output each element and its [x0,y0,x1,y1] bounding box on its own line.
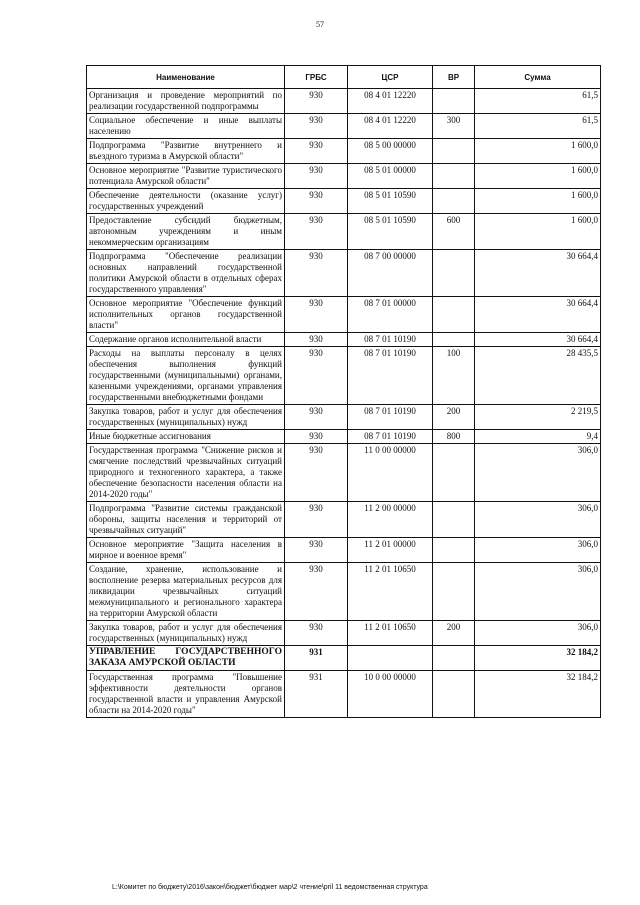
cell-csr: 08 4 01 12220 [348,114,433,139]
cell-name: Подпрограмма "Обеспечение реализации основных направлений государственной политики Амурской области в отдельных сферах государственного управления" [87,250,285,297]
cell-sum: 306,0 [475,563,601,621]
cell-csr: 08 4 01 12220 [348,89,433,114]
cell-name: Иные бюджетные ассигнования [87,430,285,444]
table-row [87,189,601,214]
cell-grbs: 930 [285,114,348,139]
cell-sum: 61,5 [475,89,601,114]
table-row [87,333,601,347]
cell-sum: 30 664,4 [475,333,601,347]
cell-grbs: 930 [285,347,348,405]
table-row [87,563,601,621]
cell-sum: 1 600,0 [475,139,601,164]
cell-sum: 306,0 [475,444,601,502]
cell-grbs: 930 [285,405,348,430]
cell-name: Содержание органов исполнительной власти [87,333,285,347]
table-row [87,297,601,333]
cell-name: Создание, хранение, использование и восполнение резерва материальных ресурсов для ликвидации чрезвычайных ситуаций межмуниципального и регионального характера на территории Амурской области [87,563,285,621]
cell-csr: 08 5 01 10590 [348,214,433,250]
cell-csr: 11 2 00 00000 [348,502,433,538]
table-header-row [87,66,601,89]
cell-vr [433,444,475,502]
table-row [87,347,601,405]
file-path-footer: L:\Комитет по бюджету\2016\закон\бюджет\бюджет мар\2 чтение\pril 11 ведомственная структура [112,884,428,891]
cell-vr [433,189,475,214]
cell-grbs: 931 [285,646,348,671]
cell-vr [433,502,475,538]
cell-csr: 08 7 01 10190 [348,430,433,444]
cell-grbs: 930 [285,538,348,563]
cell-name: Обеспечение деятельности (оказание услуг) государственных учреждений [87,189,285,214]
cell-sum: 30 664,4 [475,297,601,333]
column-header-grbs: ГРБС [285,66,348,89]
cell-vr [433,671,475,718]
cell-name: Государственная программа "Повышение эффективности деятельности органов государственной власти и управления Амурской области на 2014-2020 годы" [87,671,285,718]
cell-grbs: 930 [285,89,348,114]
cell-sum: 61,5 [475,114,601,139]
cell-vr: 200 [433,621,475,646]
cell-sum: 32 184,2 [475,671,601,718]
table-row [87,250,601,297]
cell-sum: 30 664,4 [475,250,601,297]
cell-csr: 08 5 01 10590 [348,189,433,214]
cell-sum: 306,0 [475,538,601,563]
cell-csr: 08 7 01 10190 [348,347,433,405]
cell-grbs: 930 [285,621,348,646]
column-header-csr: ЦСР [348,66,433,89]
cell-name: Предоставление субсидий бюджетным, автономным учреждениям и иным некоммерческим организациям [87,214,285,250]
page-number: 57 [316,20,324,29]
cell-sum: 1 600,0 [475,189,601,214]
table-row [87,114,601,139]
cell-csr: 11 2 01 00000 [348,538,433,563]
cell-name: Государственная программа "Снижение рисков и смягчение последствий чрезвычайных ситуаций природного и техногенного характера, а также обеспечение безопасности населения области на 2014-2020 годы" [87,444,285,502]
cell-vr [433,297,475,333]
table-row [87,502,601,538]
cell-grbs: 930 [285,189,348,214]
cell-vr [433,563,475,621]
table-row [87,538,601,563]
cell-grbs: 930 [285,250,348,297]
table-row [87,164,601,189]
cell-csr: 08 7 01 10190 [348,333,433,347]
cell-grbs: 930 [285,563,348,621]
cell-csr: 08 5 01 00000 [348,164,433,189]
cell-name: УПРАВЛЕНИЕ ГОСУДАРСТВЕННОГО ЗАКАЗА АМУРСКОЙ ОБЛАСТИ [87,646,285,671]
cell-vr: 600 [433,214,475,250]
cell-name: Закупка товаров, работ и услуг для обеспечения государственных (муниципальных) нужд [87,405,285,430]
cell-vr [433,538,475,563]
cell-csr: 10 0 00 00000 [348,671,433,718]
cell-sum: 1 600,0 [475,164,601,189]
column-header-sum: Сумма [475,66,601,89]
table-row [87,430,601,444]
budget-table [86,65,601,718]
cell-vr [433,164,475,189]
cell-sum: 9,4 [475,430,601,444]
cell-grbs: 930 [285,444,348,502]
cell-name: Подпрограмма "Развитие внутреннего и въездного туризма в Амурской области" [87,139,285,164]
cell-vr: 800 [433,430,475,444]
cell-vr [433,333,475,347]
cell-vr: 200 [433,405,475,430]
table-row [87,89,601,114]
cell-sum: 306,0 [475,621,601,646]
table-row [87,444,601,502]
cell-name: Подпрограмма "Развитие системы гражданской обороны, защиты населения и территорий от чрезвычайных ситуаций" [87,502,285,538]
cell-grbs: 930 [285,502,348,538]
cell-name: Основное мероприятие "Защита населения в мирное и военное время" [87,538,285,563]
cell-vr [433,139,475,164]
cell-vr: 300 [433,114,475,139]
column-header-vr: ВР [433,66,475,89]
cell-sum: 32 184,2 [475,646,601,671]
cell-grbs: 930 [285,139,348,164]
table-row [87,646,601,671]
table-row [87,621,601,646]
cell-grbs: 930 [285,297,348,333]
cell-grbs: 930 [285,164,348,189]
cell-csr: 11 2 01 10650 [348,621,433,646]
cell-name: Основное мероприятие "Развитие туристического потенциала Амурской области" [87,164,285,189]
cell-csr: 08 7 01 10190 [348,405,433,430]
cell-vr [433,250,475,297]
cell-sum: 28 435,5 [475,347,601,405]
cell-csr: 08 5 00 00000 [348,139,433,164]
cell-grbs: 930 [285,214,348,250]
cell-vr [433,646,475,671]
table-row [87,405,601,430]
cell-grbs: 931 [285,671,348,718]
cell-csr: 11 2 01 10650 [348,563,433,621]
cell-vr: 100 [433,347,475,405]
cell-name: Закупка товаров, работ и услуг для обеспечения государственных (муниципальных) нужд [87,621,285,646]
cell-csr: 11 0 00 00000 [348,444,433,502]
table-row [87,214,601,250]
cell-name: Социальное обеспечение и иные выплаты населению [87,114,285,139]
cell-name: Организация и проведение мероприятий по реализации государственной подпрограммы [87,89,285,114]
column-header-name: Наименование [87,66,285,89]
cell-sum: 306,0 [475,502,601,538]
cell-vr [433,89,475,114]
cell-grbs: 930 [285,333,348,347]
cell-name: Основное мероприятие "Обеспечение функций исполнительных органов государственной власти" [87,297,285,333]
cell-grbs: 930 [285,430,348,444]
cell-sum: 2 219,5 [475,405,601,430]
cell-sum: 1 600,0 [475,214,601,250]
cell-csr: 08 7 01 00000 [348,297,433,333]
cell-csr [348,646,433,671]
table-row [87,139,601,164]
cell-name: Расходы на выплаты персоналу в целях обеспечения выполнения функций государственными (муниципальными) органами, казенными учреждениями, органами управления государственными внебюджетными фондами [87,347,285,405]
cell-csr: 08 7 00 00000 [348,250,433,297]
table-row [87,671,601,718]
